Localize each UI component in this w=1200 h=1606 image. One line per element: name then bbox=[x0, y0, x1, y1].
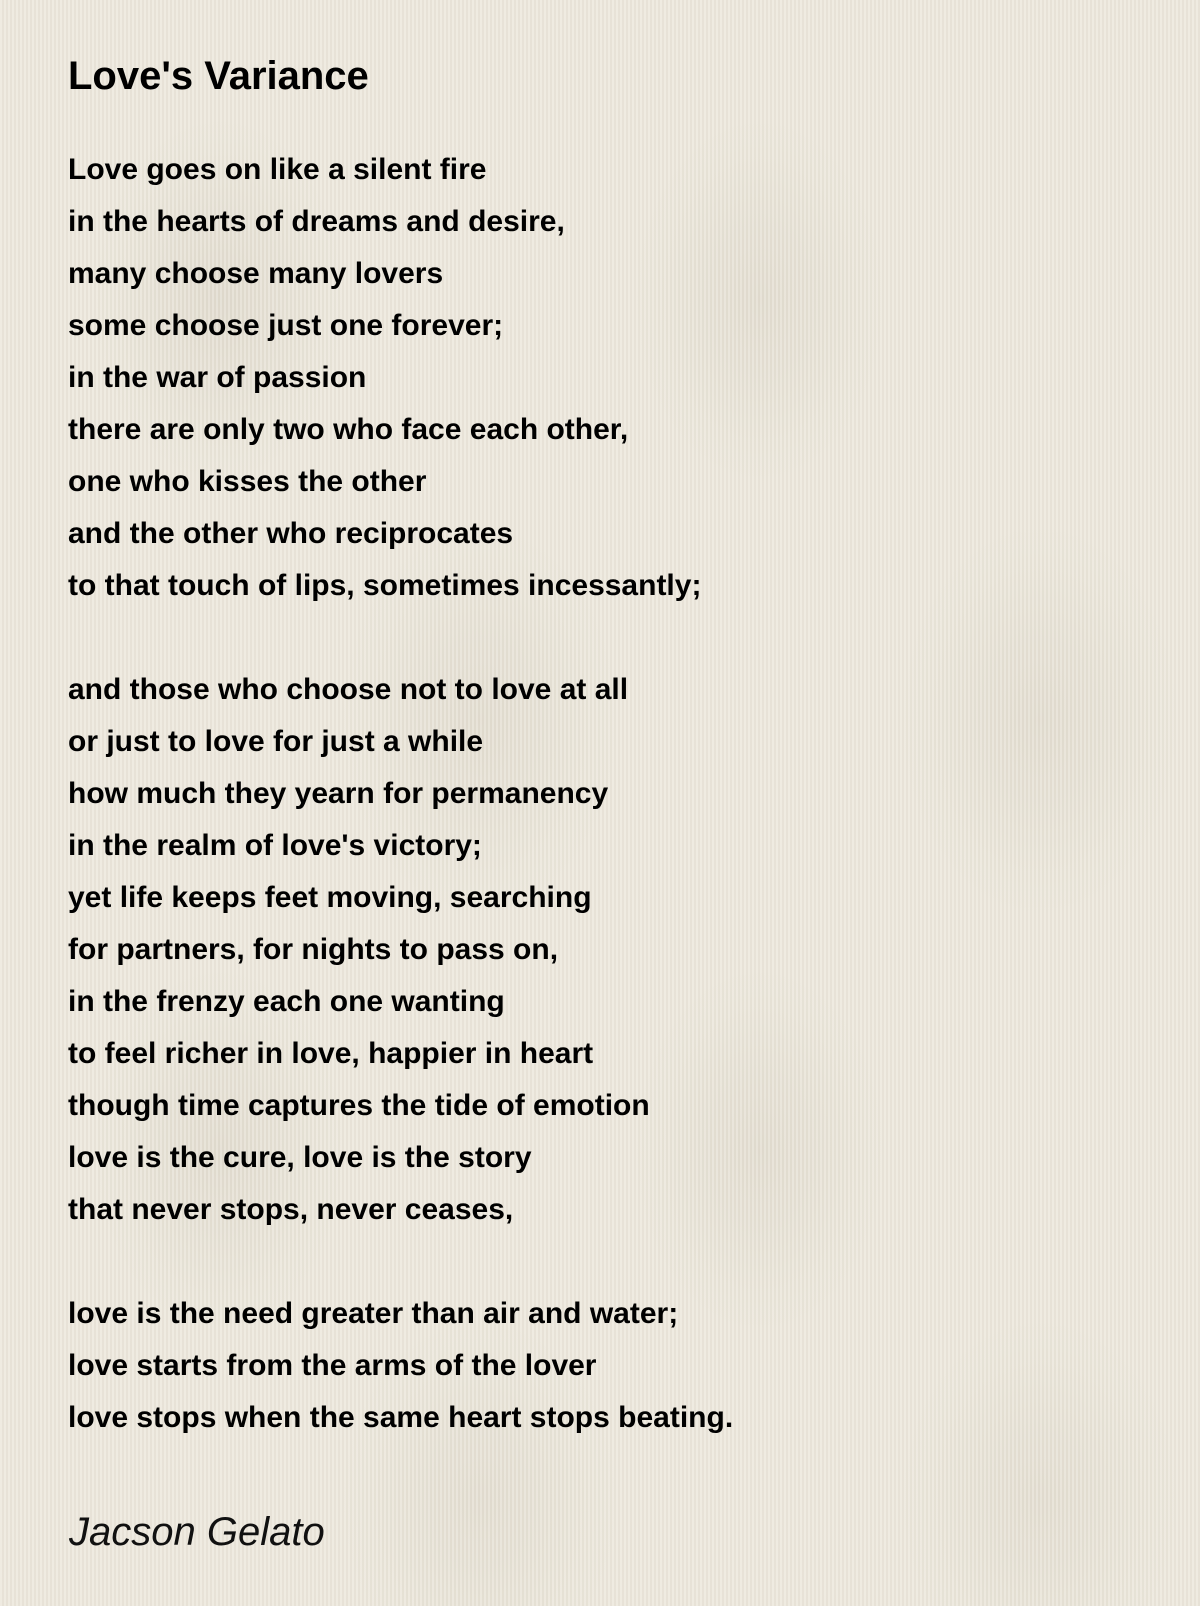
poem-line: in the war of passion bbox=[68, 361, 367, 394]
poem-title: Love's Variance bbox=[68, 54, 369, 98]
stanza-3 bbox=[68, 1288, 1148, 1444]
stanza-2 bbox=[68, 664, 1148, 1236]
poem-line: love starts from the arms of the lover bbox=[68, 1349, 597, 1382]
poem-line: and the other who reciprocates bbox=[68, 517, 514, 550]
poem-line: one who kisses the other bbox=[68, 465, 427, 498]
poem-line: some choose just one forever; bbox=[68, 309, 504, 342]
poem-container bbox=[68, 52, 1148, 1496]
poem-line: many choose many lovers bbox=[68, 257, 444, 290]
poem-line: love is the need greater than air and water; bbox=[68, 1297, 679, 1330]
poem-line: how much they yearn for permanency bbox=[68, 777, 609, 810]
poem-line: to that touch of lips, sometimes incessantly; bbox=[68, 569, 702, 602]
poem-line: or just to love for just a while bbox=[68, 725, 484, 758]
poem-line: to feel richer in love, happier in heart bbox=[68, 1037, 594, 1070]
poem-line: Love goes on like a silent fire bbox=[68, 153, 487, 186]
poem-line: though time captures the tide of emotion bbox=[68, 1089, 650, 1122]
poem-line: love stops when the same heart stops beating. bbox=[68, 1401, 734, 1434]
poem-line: in the realm of love's victory; bbox=[68, 829, 482, 862]
poem-author: Jacson Gelato bbox=[69, 1510, 325, 1554]
poem-line: in the frenzy each one wanting bbox=[68, 985, 505, 1018]
stanza-1 bbox=[68, 144, 1148, 612]
poem-line: there are only two who face each other, bbox=[68, 413, 629, 446]
poem-line: yet life keeps feet moving, searching bbox=[68, 881, 592, 914]
poem-line: that never stops, never ceases, bbox=[68, 1193, 514, 1226]
poem-line: in the hearts of dreams and desire, bbox=[68, 205, 565, 238]
poem-line: for partners, for nights to pass on, bbox=[68, 933, 559, 966]
poem-line: and those who choose not to love at all bbox=[68, 673, 629, 706]
poem-line: love is the cure, love is the story bbox=[68, 1141, 532, 1174]
